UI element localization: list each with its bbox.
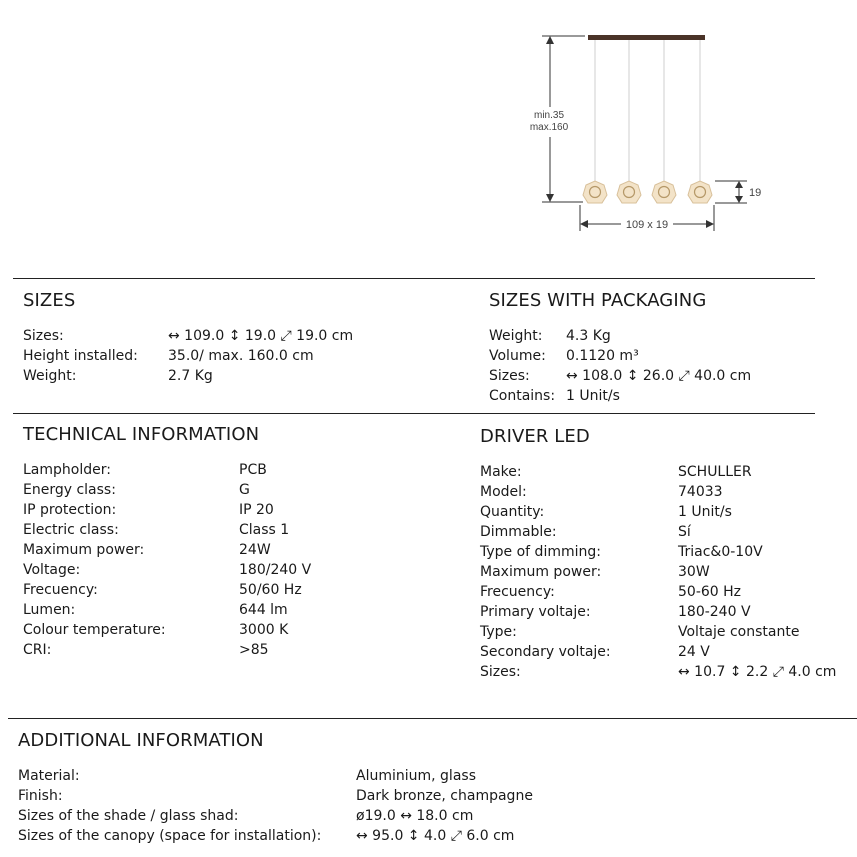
row-label: CRI:: [23, 642, 52, 658]
divider: [13, 278, 815, 279]
row-label: Finish:: [18, 788, 63, 804]
row-value: Voltaje constante: [678, 624, 800, 640]
row-value: SCHULLER: [678, 464, 752, 480]
row-value: 50/60 Hz: [239, 582, 302, 598]
height-label-min: min.35: [533, 110, 565, 121]
row-label: Make:: [480, 464, 522, 480]
row-label: Weight:: [23, 368, 77, 384]
shade-height-dimension: [715, 181, 747, 203]
glass-shade: [688, 181, 712, 203]
row-value: Triac&0-10V: [678, 544, 763, 560]
row-label: Energy class:: [23, 482, 116, 498]
row-label: Contains:: [489, 388, 556, 404]
row-value: ↔ 10.7 ↕ 2.2 ⤢ 4.0 cm: [678, 664, 837, 680]
row-value: 644 lm: [239, 602, 288, 618]
sizes-title: SIZES: [23, 290, 76, 311]
row-value: >85: [239, 642, 269, 658]
additional-title: ADDITIONAL INFORMATION: [18, 730, 264, 751]
row-value: 180-240 V: [678, 604, 751, 620]
height-label-max: max.160: [529, 122, 569, 133]
row-label: Colour temperature:: [23, 622, 166, 638]
row-value: ↔ 108.0 ↕ 26.0 ⤢ 40.0 cm: [566, 368, 752, 384]
row-value: G: [239, 482, 250, 498]
row-value: ↔ 95.0 ↕ 4.0 ⤢ 6.0 cm: [356, 828, 515, 844]
divider: [8, 718, 857, 719]
row-value: 2.7 Kg: [168, 368, 213, 384]
technical-title: TECHNICAL INFORMATION: [23, 424, 260, 445]
row-label: Quantity:: [480, 504, 545, 520]
row-value: Sí: [678, 524, 691, 540]
row-value: 50-60 Hz: [678, 584, 742, 600]
row-label: Sizes:: [480, 664, 521, 680]
row-label: Model:: [480, 484, 527, 500]
row-value: IP 20: [239, 502, 274, 518]
row-label: Lampholder:: [23, 462, 111, 478]
row-label: Height installed:: [23, 348, 138, 364]
row-value: 4.3 Kg: [566, 328, 611, 344]
row-label: Voltage:: [23, 562, 81, 578]
glass-shade: [583, 181, 607, 203]
row-value: ↔ 109.0 ↕ 19.0 ⤢ 19.0 cm: [168, 328, 354, 344]
row-value: 74033: [678, 484, 723, 500]
row-label: Electric class:: [23, 522, 119, 538]
glass-shade: [652, 181, 676, 203]
row-label: Secondary voltaje:: [480, 644, 611, 660]
row-label: Primary voltaje:: [480, 604, 591, 620]
row-value: 1 Unit/s: [566, 388, 620, 404]
row-value: 3000 K: [239, 622, 289, 638]
row-label: Sizes of the shade / glass shad:: [18, 808, 239, 824]
divider: [13, 413, 815, 414]
row-value: Aluminium, glass: [356, 768, 476, 784]
row-value: 180/240 V: [239, 562, 312, 578]
row-label: Weight:: [489, 328, 543, 344]
row-value: 1 Unit/s: [678, 504, 732, 520]
row-label: Sizes:: [23, 328, 64, 344]
row-label: Frecuency:: [23, 582, 98, 598]
row-value: 30W: [678, 564, 710, 580]
row-label: Volume:: [489, 348, 546, 364]
row-label: Dimmable:: [480, 524, 557, 540]
row-value: 24W: [239, 542, 271, 558]
row-label: Frecuency:: [480, 584, 555, 600]
row-value: Dark bronze, champagne: [356, 788, 533, 804]
lamp-dimension-drawing: [525, 25, 775, 240]
row-value: 0.1120 m³: [566, 348, 639, 364]
row-label: Sizes of the canopy (space for installation):: [18, 828, 322, 844]
packaging-title: SIZES WITH PACKAGING: [489, 290, 707, 311]
width-label: 109 x 19: [625, 219, 669, 231]
shade-height-label: 19: [749, 187, 762, 199]
row-value: 24 V: [678, 644, 710, 660]
row-label: Type of dimming:: [480, 544, 601, 560]
row-label: Type:: [480, 624, 517, 640]
row-value: ø19.0 ↔ 18.0 cm: [356, 808, 474, 824]
row-label: Sizes:: [489, 368, 530, 384]
glass-shade: [617, 181, 641, 203]
row-label: Maximum power:: [23, 542, 145, 558]
row-label: IP protection:: [23, 502, 117, 518]
row-value: PCB: [239, 462, 267, 478]
driver-title: DRIVER LED: [480, 426, 590, 447]
row-label: Lumen:: [23, 602, 76, 618]
row-value: 35.0/ max. 160.0 cm: [168, 348, 314, 364]
row-label: Material:: [18, 768, 80, 784]
row-value: Class 1: [239, 522, 290, 538]
row-label: Maximum power:: [480, 564, 602, 580]
canopy-bar: [588, 35, 705, 40]
